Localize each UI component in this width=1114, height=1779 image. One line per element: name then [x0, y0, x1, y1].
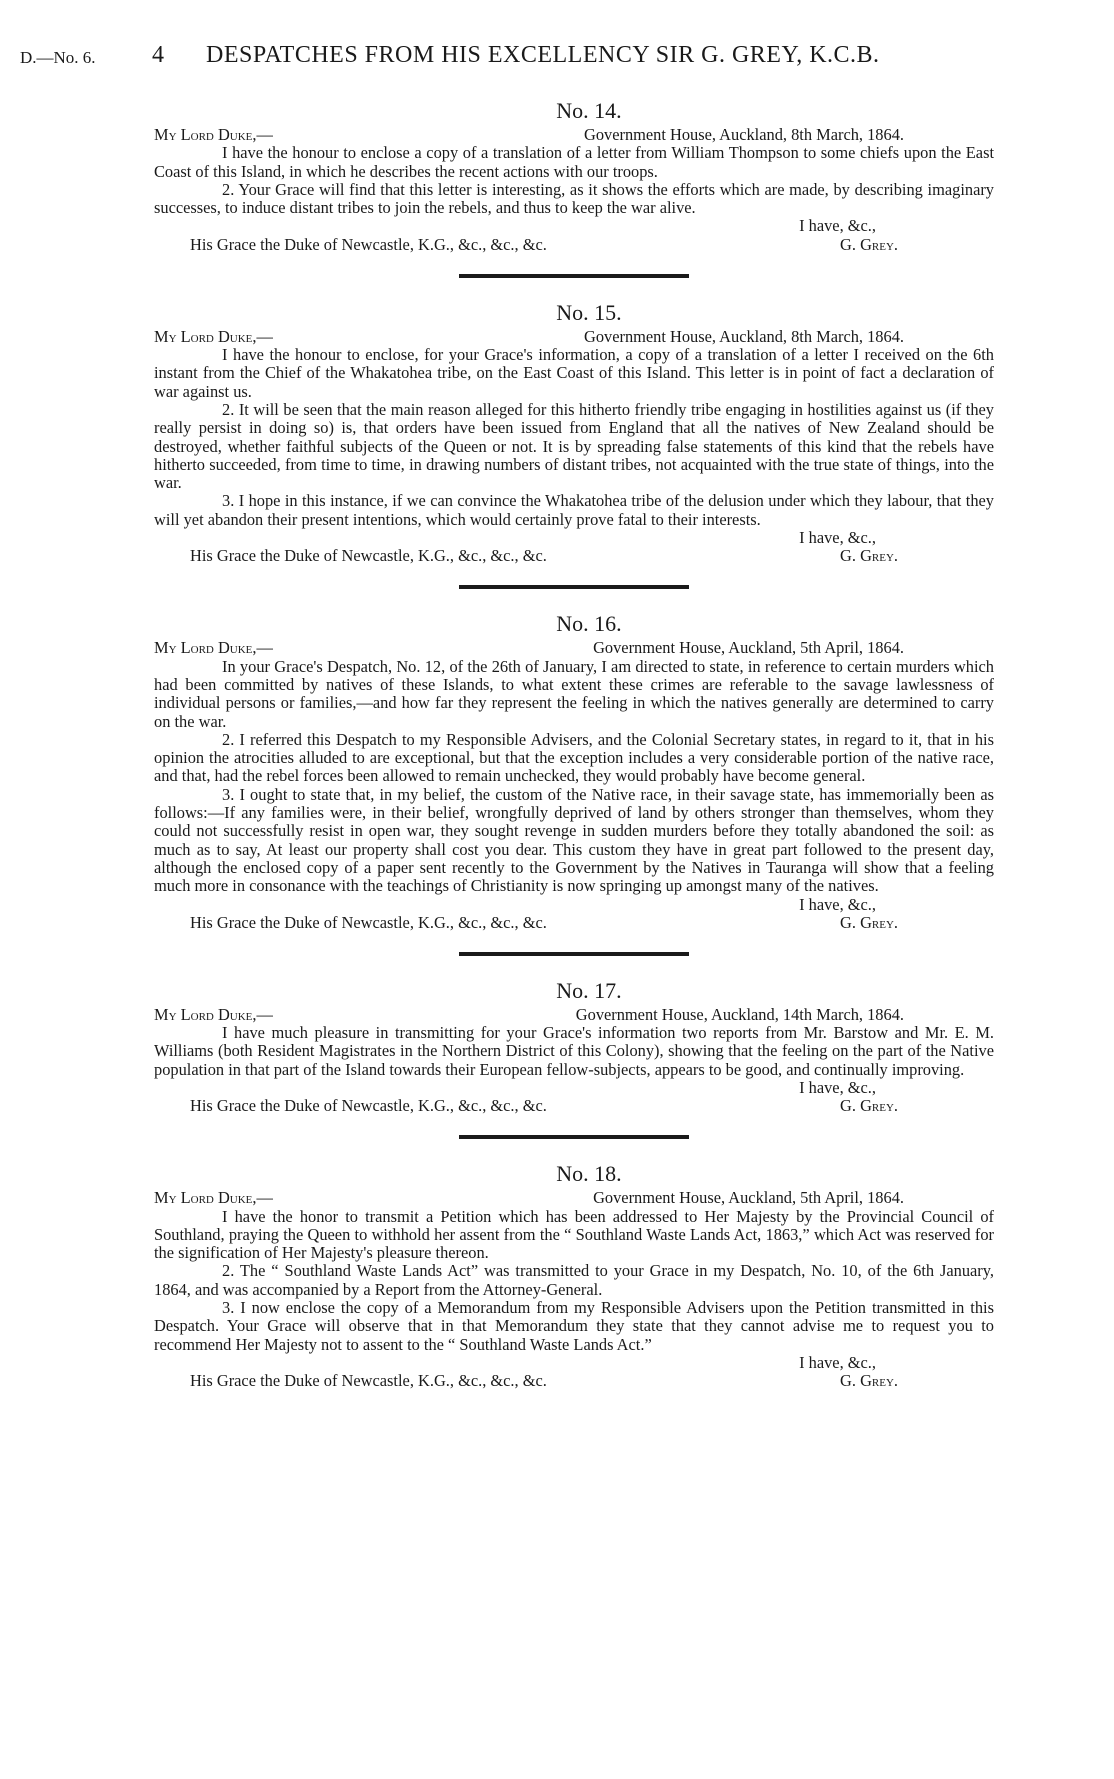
salutation: My Lord Duke,—	[154, 326, 273, 346]
salutation-line	[154, 1189, 994, 1207]
despatch-17	[154, 978, 994, 1117]
signer: G. Grey.	[840, 234, 898, 254]
signer: G. Grey.	[840, 912, 898, 932]
salutation: My Lord Duke,—	[154, 638, 273, 658]
dateline: Government House, Auckland, 8th March, 1864.	[583, 326, 904, 346]
dateline: Government House, Auckland, 14th March, 1864.	[575, 1004, 904, 1024]
despatch-16	[154, 611, 994, 933]
document-reference: D.—No. 6.	[20, 48, 96, 67]
salutation-line	[154, 328, 994, 346]
closing: I have, &c.,	[799, 1077, 876, 1097]
closing: I have, &c.,	[799, 528, 876, 548]
closing: I have, &c.,	[799, 1352, 876, 1372]
closing-line	[154, 1079, 994, 1097]
salutation-line	[154, 639, 994, 657]
paragraph: 2. It will be seen that the main reason alleged for this hitherto friendly tribe engaging in hostilities against us (if they really persist in doing so) is, that orders have been issued from England that all the natives of New Zealand should be destroyed, whether faithful subjects of the Queen or not. It is by spreading false statements of this kind that the rebels have hitherto succeeded, from time to time, in drawing numbers of distant tribes, not acquainted with the true state of things, into the war.	[154, 399, 994, 493]
paragraph: 2. The “ Southland Waste Lands Act” was transmitted to your Grace in my Despatch, No. 10, of the 6th January, 1864, and was accompanied by a Report from the Attorney-General.	[154, 1261, 994, 1299]
signer: G. Grey.	[840, 1096, 898, 1116]
salutation-line	[154, 126, 994, 144]
despatch-18	[154, 1161, 994, 1392]
paragraph: I have much pleasure in transmitting for your Grace's information two reports from Mr. Barstow and Mr. E. M. Williams (both Resident Magistrates in the Northern District of this Colony), showing that the feeling on the part of the Native population in that part of the Island towards their European fellow-subjects, appears to be good, and continually improving.	[154, 1023, 994, 1079]
signer: G. Grey.	[840, 546, 898, 566]
closing-line	[154, 1354, 994, 1372]
salutation: My Lord Duke,—	[154, 1188, 273, 1208]
paragraph: 3. I hope in this instance, if we can convince the Whakatohea tribe of the delusion under which they labour, that they will yet abandon their present intentions, which would certainly prove fatal to their interests.	[154, 491, 994, 529]
dateline: Government House, Auckland, 5th April, 1864.	[593, 638, 904, 658]
addressee: His Grace the Duke of Newcastle, K.G., &c., &c., &c.	[190, 1371, 547, 1391]
paragraph: In your Grace's Despatch, No. 12, of the 26th of January, I am directed to state, in reference to certain murders which had been committed by natives of these Islands, to what extent these crimes are referable to the savage lawlessness of individual persons or families,—and how far they represent the feeling in which the natives generally are determined to carry on the war.	[154, 656, 994, 731]
closing-line	[154, 529, 994, 547]
page-header	[0, 40, 1114, 80]
addressee-line	[154, 236, 994, 256]
salutation: My Lord Duke,—	[154, 125, 273, 144]
despatch-number: No. 14.	[556, 98, 622, 123]
running-title: DESPATCHES FROM HIS EXCELLENCY SIR G. GREY, K.C.B.	[206, 42, 880, 68]
closing-line	[154, 896, 994, 914]
despatch-number: No. 16.	[556, 611, 622, 637]
addressee: His Grace the Duke of Newcastle, K.G., &c., &c., &c.	[190, 912, 547, 932]
despatch-number: No. 18.	[556, 1161, 622, 1187]
closing: I have, &c.,	[799, 894, 876, 914]
closing: I have, &c.,	[799, 216, 876, 236]
paragraph: 3. I ought to state that, in my belief, the custom of the Native race, in their savage state, has immemorially been as follows:—If any families were, in their belief, wrongfully deprived of land by others stronger than themselves, whom they could not successfully resist in open war, they sought revenge in sudden murders before they totally abandoned the soil: as much as to say, At least our property shall cost you dear. This custom they have in great part followed to the present day, although the enclosed copy of a paper sent recently to the Government by the Natives in Tauranga will show that a feeling much more in consonance with the teachings of Christianity is now springing up amongst many of the natives.	[154, 784, 994, 896]
paragraph: 2. Your Grace will find that this letter is interesting, as it shows the efforts which are made, by describing imaginary successes, to induce distant tribes to join the rebels, and thus to keep the war alive.	[154, 179, 994, 218]
addressee-line	[154, 1372, 994, 1392]
paragraph: I have the honour to enclose, for your Grace's information, a copy of a translation of a letter I received on the 6th instant from the Chief of the Whakatohea tribe, on the East Coast of this Island. This letter is in point of fact a declaration of war against us.	[154, 345, 994, 401]
section-divider	[459, 585, 689, 589]
addressee: His Grace the Duke of Newcastle, K.G., &c., &c., &c.	[190, 234, 547, 254]
despatch-15	[154, 300, 994, 568]
dateline: Government House, Auckland, 8th March, 1864.	[583, 125, 904, 144]
paragraph: I have the honour to enclose a copy of a translation of a letter from William Thompson to some chiefs upon the East Coast of this Island, in which he describes the recent actions with our troops.	[154, 143, 994, 181]
addressee: His Grace the Duke of Newcastle, K.G., &c., &c., &c.	[190, 1096, 547, 1116]
paragraph: 2. I referred this Despatch to my Responsible Advisers, and the Colonial Secretary states, in regard to it, that in his opinion the atrocities alluded to are exceptional, but that the exception includes a very considerable portion of the native race, and that, had the rebel forces been allowed to remain unchecked, they would probably have become general.	[154, 729, 994, 786]
page-number: 4	[152, 42, 164, 68]
salutation: My Lord Duke,—	[154, 1004, 273, 1024]
addressee-line	[154, 547, 994, 567]
addressee-line	[154, 1097, 994, 1117]
addressee-line	[154, 914, 994, 934]
salutation-line	[154, 1006, 994, 1024]
despatch-list	[154, 98, 994, 1392]
section-divider	[459, 952, 689, 956]
despatch-number: No. 15.	[556, 299, 622, 325]
dateline: Government House, Auckland, 5th April, 1864.	[593, 1188, 904, 1208]
despatch-14	[154, 98, 994, 256]
section-divider	[459, 274, 689, 278]
paragraph: 3. I now enclose the copy of a Memorandum from my Responsible Advisers upon the Petition transmitted in this Despatch. Your Grace will observe that in that Memorandum they state that they cannot advise me to request you to recommend Her Majesty not to assent to the “ Southland Waste Lands Act.”	[154, 1298, 994, 1354]
addressee: His Grace the Duke of Newcastle, K.G., &c., &c., &c.	[190, 546, 547, 566]
despatch-number: No. 17.	[556, 977, 622, 1003]
paragraph: I have the honor to transmit a Petition which has been addressed to Her Majesty by the Provincial Council of Southland, praying the Queen to withhold her assent from the “ Southland Waste Lands Act, 1863,” which Act was reserved for the signification of Her Majesty's pleasure thereon.	[154, 1206, 994, 1263]
section-divider	[459, 1135, 689, 1139]
signer: G. Grey.	[840, 1371, 898, 1391]
closing-line	[154, 217, 994, 235]
